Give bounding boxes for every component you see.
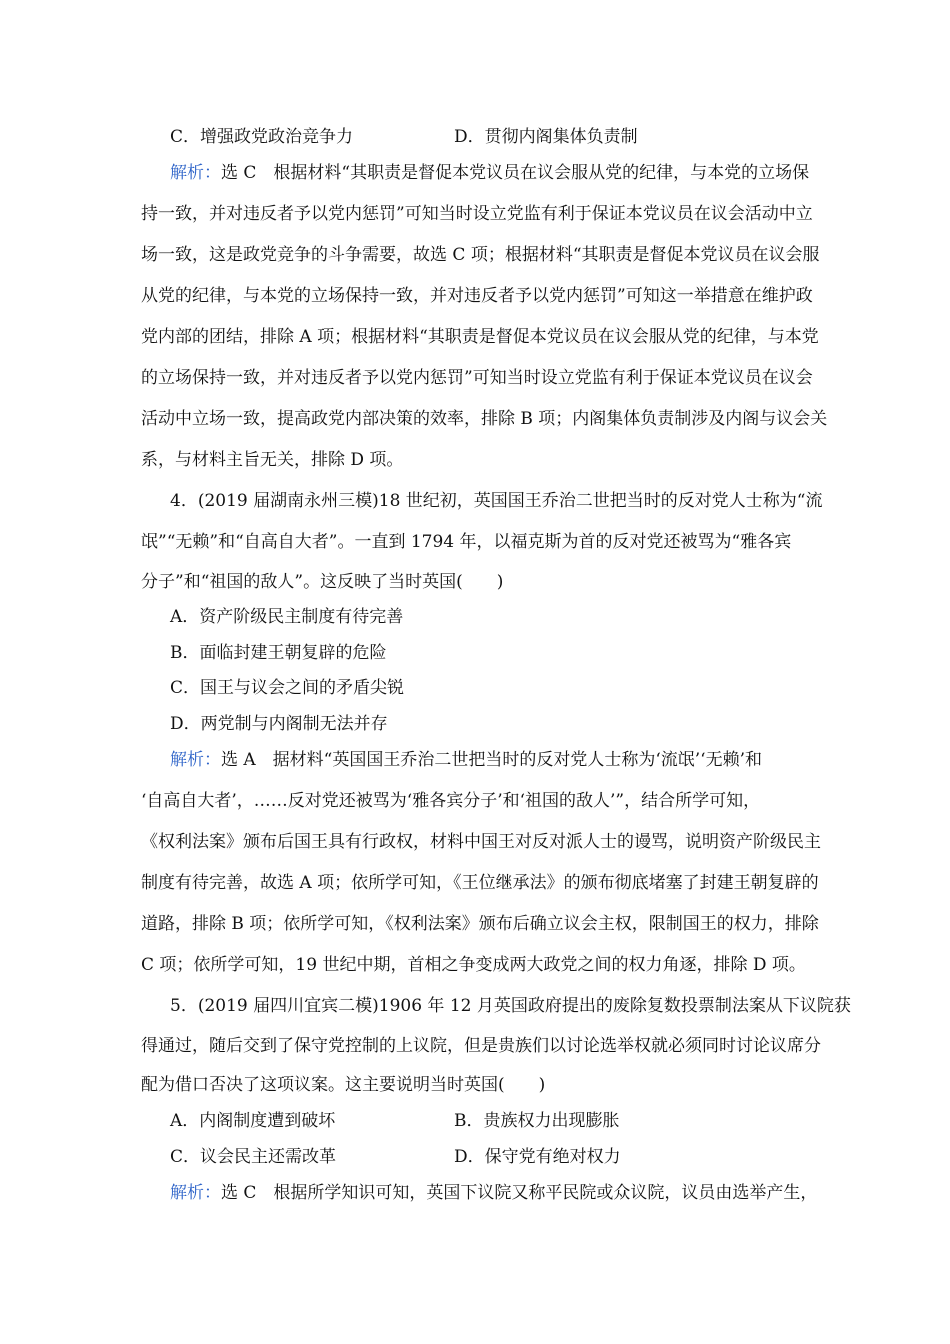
q5-analysis-line-1: 解析：选 C 根据所学知识可知，英国下议院又称平民院或众议院，议员由选举产生，: [170, 1183, 818, 1203]
q4-option-a: A．资产阶级民主制度有待完善: [170, 607, 404, 627]
q3-analysis-line-6: 的立场保持一致，并对违反者予以党内惩罚”可知当时设立党监有利于保证本党议员在议会: [141, 368, 813, 388]
q3-analysis-line-8: 系，与材料主旨无关，排除 D 项。: [141, 450, 404, 470]
q5-stem-line-3: 配为借口否决了这项议案。这主要说明当时英国( ): [141, 1075, 546, 1095]
q5-options-row-1: [170, 1109, 850, 1133]
q4-analysis-line-2: ‘自高自大者’，……反对党还被骂为‘雅各宾分子’和‘祖国的敌人’”，结合所学可知，: [141, 791, 761, 811]
q5-option-d: D．保守党有绝对权力: [454, 1147, 621, 1167]
q4-analysis-line-6: C 项；依所学可知，19 世纪中期，首相之争变成两大政党之间的权力角逐，排除 D 项。: [141, 955, 806, 975]
q4-option-b: B．面临封建王朝复辟的危险: [170, 643, 387, 663]
q3-analysis-line-2: 持一致，并对违反者予以党内惩罚”可知当时设立党监有利于保证本党议员在议会活动中立: [141, 204, 813, 224]
analysis-label: 解析：: [170, 1183, 221, 1203]
q3-analysis-line-4: 从党的纪律，与本党的立场保持一致，并对违反者予以党内惩罚”可知这一举措意在维护政: [141, 286, 813, 306]
q5-option-c: C．议会民主还需改革: [170, 1147, 337, 1167]
q5-option-b: B．贵族权力出现膨胀: [454, 1111, 620, 1131]
q4-option-c: C．国王与议会之间的矛盾尖锐: [170, 678, 405, 698]
q4-stem-line-2: 氓”“无赖”和“自高自大者”。一直到 1794 年，以福克斯为首的反对党还被骂为“雅各宾: [141, 532, 792, 552]
analysis-label: 解析：: [170, 750, 221, 770]
q3-analysis-line-7: 活动中立场一致，提高政党内部决策的效率，排除 B 项；内阁集体负责制涉及内阁与议会关: [141, 409, 828, 429]
q4-analysis-line-3: 《权利法案》颁布后国王具有行政权，材料中国王对反对派人士的谩骂，说明资产阶级民主: [141, 832, 821, 852]
q4-analysis-line-4: 制度有待完善，故选 A 项；依所学可知，《王位继承法》的颁布彻底堵塞了封建王朝复辟的: [141, 873, 819, 893]
q3-option-c: C．增强政党政治竞争力: [170, 127, 354, 147]
q5-stem-line-2: 得通过，随后交到了保守党控制的上议院，但是贵族们以讨论选举权就必须同时讨论议席分: [141, 1036, 821, 1056]
q5-options-row-2: [170, 1145, 850, 1169]
q5-option-a: A．内阁制度遭到破坏: [170, 1111, 336, 1131]
q3-analysis-line-5: 党内部的团结，排除 A 项；根据材料“其职责是督促本党议员在议会服从党的纪律，与本党: [141, 327, 819, 347]
q4-analysis-line-1: 解析：选 A 据材料“英国国王乔治二世把当时的反对党人士称为‘流氓’‘无赖’和: [170, 750, 762, 770]
q4-stem-line-1: 4．(2019 届湖南永州三模)18 世纪初，英国国王乔治二世把当时的反对党人士称为“流: [170, 491, 823, 511]
q5-stem-line-1: 5．(2019 届四川宜宾二模)1906 年 12 月英国政府提出的废除复数投票制法案从下议院获: [170, 996, 851, 1016]
q4-stem-line-3: 分子”和“祖国的敌人”。这反映了当时英国( ): [141, 572, 504, 592]
q3-analysis-line-3: 场一致，这是政党竞争的斗争需要，故选 C 项；根据材料“其职责是督促本党议员在议会服: [141, 245, 820, 265]
q3-option-d: D．贯彻内阁集体负责制: [454, 127, 638, 147]
q4-analysis-line-5: 道路，排除 B 项；依所学可知，《权利法案》颁布后确立议会主权，限制国王的权力，排除: [141, 914, 819, 934]
q4-option-d: D．两党制与内阁制无法并存: [170, 714, 388, 734]
q3-analysis-line-1: 解析：选 C 根据材料“其职责是督促本党议员在议会服从党的纪律，与本党的立场保: [170, 163, 810, 183]
analysis-label: 解析：: [170, 163, 221, 183]
q3-options-row: [170, 125, 850, 149]
